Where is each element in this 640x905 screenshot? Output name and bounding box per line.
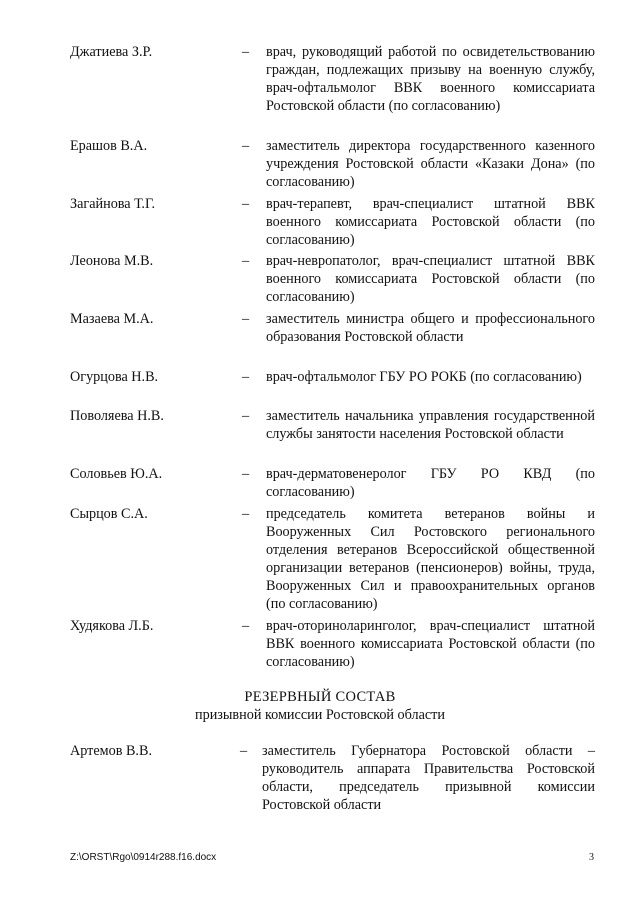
footer-file-path: Z:\ORST\Rgo\0914r288.f16.docx [70,852,217,863]
dash-separator: – [242,44,250,60]
member-name: Леонова М.В. [70,253,154,269]
reserve-section-subtitle: призывной комиссии Ростовской области [195,707,445,723]
page-number: 3 [589,852,594,863]
dash-separator: – [242,466,250,482]
dash-separator: – [242,618,250,634]
member-name: Худякова Л.Б. [70,618,154,634]
member-description: врач-дерматовенеролог ГБУ РО КВД (по согласованию) [266,466,595,500]
member-name: Соловьев Ю.А. [70,466,163,482]
dash-separator: – [242,369,250,385]
member-description: врач-терапевт, врач-специалист штатной ВВК военного комиссариата Ростовской области (по согласованию) [266,196,595,248]
member-name: Артемов В.В. [70,743,152,759]
member-name: Загайнова Т.Г. [70,196,156,212]
dash-separator: – [242,138,250,154]
member-description: заместитель министра общего и профессионального образования Ростовской области [266,311,595,345]
reserve-section-title: РЕЗЕРВНЫЙ СОСТАВ [244,689,396,705]
member-name: Джатиева З.Р. [70,44,153,60]
dash-separator: – [242,311,250,327]
member-name: Мазаева М.А. [70,311,154,327]
member-name: Огурцова Н.В. [70,369,159,385]
member-name: Ерашов В.А. [70,138,148,154]
dash-separator: – [242,196,250,212]
member-description: председатель комитета ветеранов войны и Вооруженных Сил Ростовского регионального отделения ветеранов Всероссийской общественной организации ветеранов (пенсионеров) войны, труда, Вооруженных Сил и правоохранительных органов (по согласованию) [266,506,595,612]
member-description: врач, руководящий работой по освидетельствованию граждан, подлежащих призыву на военную службу, врач-офтальмолог ВВК военного комиссариата Ростовской области (по согласованию) [266,44,595,114]
dash-separator: – [240,743,248,759]
member-name: Сырцов С.А. [70,506,148,522]
member-name: Поволяева Н.В. [70,408,164,424]
member-description: заместитель Губернатора Ростовской области – руководитель аппарата Правительства Ростовской области, председатель призывной комиссии Ростовской области [262,743,595,813]
dash-separator: – [242,408,250,424]
dash-separator: – [242,506,250,522]
member-description: заместитель начальника управления государственной службы занятости населения Ростовской области [266,408,595,442]
member-description: врач-офтальмолог ГБУ РО РОКБ (по согласованию) [266,369,582,385]
member-description: врач-оториноларинголог, врач-специалист штатной ВВК военного комиссариата Ростовской области (по согласованию) [266,618,595,670]
member-description: врач-невропатолог, врач-специалист штатной ВВК военного комиссариата Ростовской области (по согласованию) [266,253,595,305]
member-description: заместитель директора государственного казенного учреждения Ростовской области «Казаки Дона» (по согласованию) [266,138,595,190]
dash-separator: – [242,253,250,269]
